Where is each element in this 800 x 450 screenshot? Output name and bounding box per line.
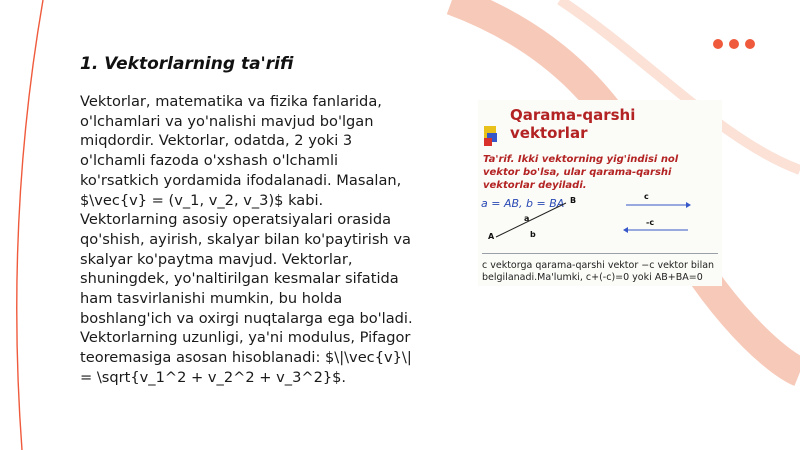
slide-equation: a = AB, b = BA [481, 197, 565, 210]
vector-a-label: a [524, 214, 530, 223]
section-heading: 1. Vektorlarning ta'rifi [80, 54, 294, 74]
embedded-slide-image [478, 100, 722, 286]
vector-diagram [478, 100, 722, 286]
vector-neg-c-arrowhead [623, 227, 628, 233]
point-b-label: B [570, 196, 577, 205]
vector-c-label: c [644, 192, 649, 201]
vector-neg-c-label: -c [646, 218, 655, 227]
slide-footer: c vektorga qarama-qarshi vektor −c vektor bilan belgilanadi.Ma'lumki, c+(-c)=0 yoki AB+BA=0 [482, 260, 715, 283]
slide-title: Qarama-qarshi vektorlar [510, 106, 636, 142]
vector-b-label: b [530, 230, 536, 239]
dot-icon [713, 39, 723, 49]
dot-icon [729, 39, 739, 49]
point-a-label: A [488, 232, 495, 241]
body-paragraph: Vektorlar, matematika va fizika fanlarida, o'lchamlari va yo'nalishi mavjud bo'lgan miqdordir. Vektorlar, odatda, 2 yoki 3 o'lchamli fazoda o'xshash o'lchamli ko'rsatkich yordamida ifodalanadi. Masalan, $\vec{v} = (v_1, v_2, v_3)$ kabi. Vektorlarning asosiy operatsiyalari orasida qo'shish, ayirish, skalyar bilan ko'paytirish va skalyar ko'paytma mavjud. Vektorlar, shuningdek, yo'naltirilgan kesmalar sifatida ham tasvirlanishi mumkin, bu holda boshlang'ich va oxirgi nuqtalarga ega bo'ladi. Vektorlarning uzunligi, ya'ni modulus, Pifagor teoremasiga asosan hisoblanadi: $\|\vec{v}\| = \sqrt{v_1^2 + v_2^2 + v_3^2}$. [80, 93, 413, 386]
pagination-dots [713, 39, 755, 49]
slide-divider [482, 253, 718, 254]
vector-c-arrowhead [686, 202, 691, 208]
slide-definition: Ta'rif. Ikki vektorning yig'indisi nol vektor bo'lsa, ular qarama-qarshi vektorlar deyiladi. [483, 154, 679, 191]
dot-icon [745, 39, 755, 49]
